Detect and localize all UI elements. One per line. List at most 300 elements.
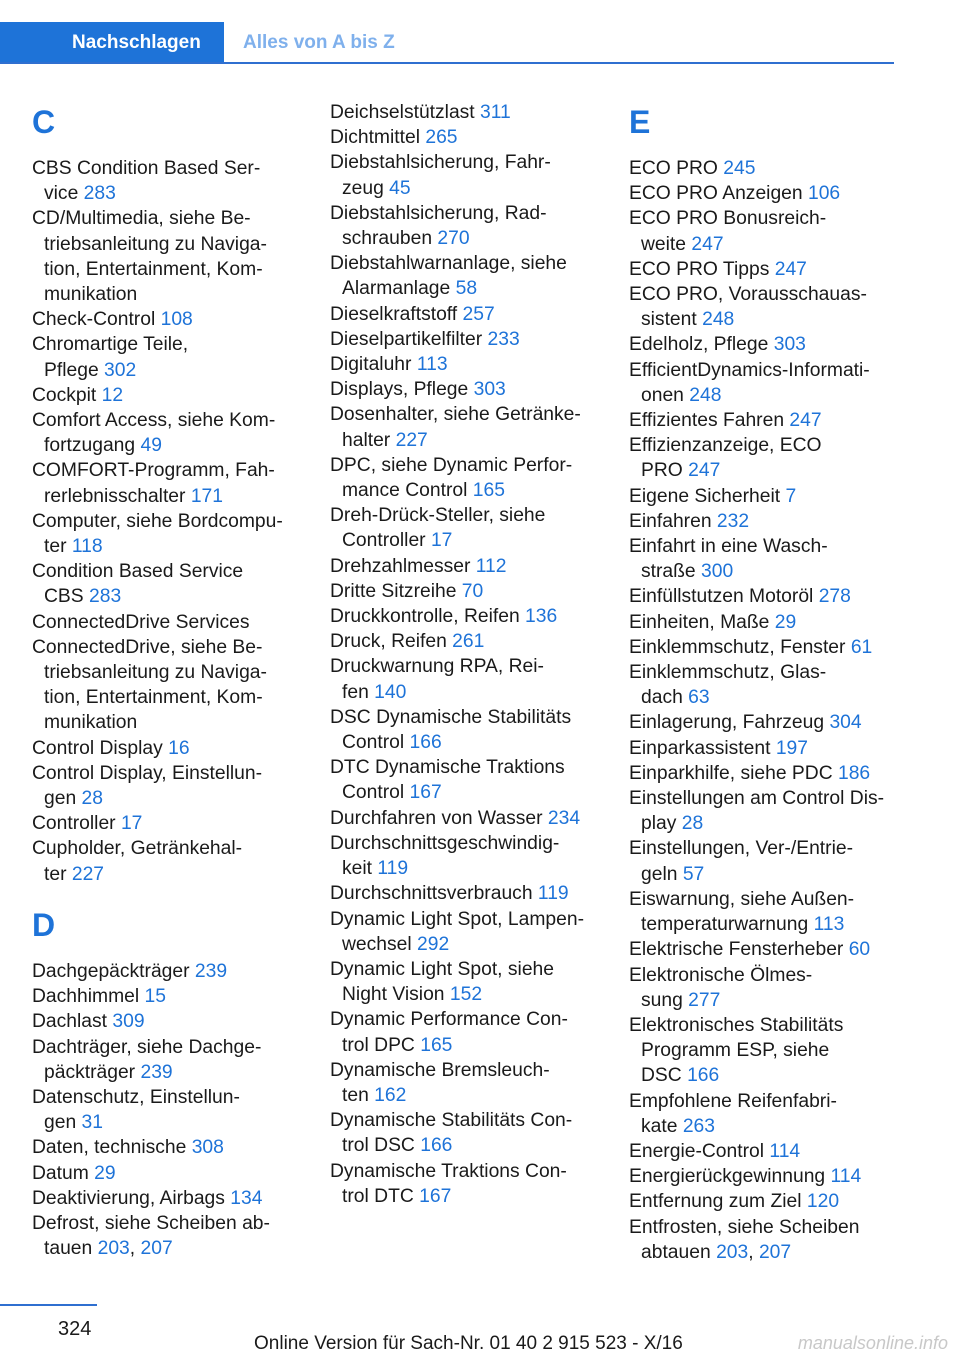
index-entry [330,1108,602,1158]
index-entry [330,251,602,301]
index-entry-text: päckträger [44,1061,141,1083]
page-reference-link[interactable]: 15 [144,986,166,1008]
index-entry [330,629,602,654]
page-reference-link[interactable]: 118 [71,536,103,558]
index-entry-text: play [641,813,682,835]
index-entry [330,125,602,150]
page-reference-link[interactable]: 114 [769,1140,801,1162]
index-entry-text: Druckkontrolle, Reifen [330,606,526,628]
index-entry-text: Einfahren [629,510,717,532]
index-entry [32,836,304,886]
page-reference-link[interactable]: 207 [758,1241,792,1263]
page-reference-link[interactable]: 61 [850,636,873,658]
index-entry [32,984,304,1009]
index-entry [32,206,304,307]
index-entry-text: Control [342,732,410,754]
index-entry [629,887,901,937]
page-reference-link[interactable]: 203 [97,1238,130,1260]
index-entry-text: munikation [44,284,138,306]
index-entry [32,1211,304,1261]
page-reference-link[interactable]: 29 [774,611,797,633]
page-reference-link[interactable]: 162 [374,1084,407,1106]
page-reference-link[interactable]: 57 [682,863,705,885]
page-reference-link[interactable]: 167 [409,782,442,804]
index-entry [330,957,602,1007]
index-entry-text: Dachträger, siehe Dachge- [32,1036,262,1058]
index-entry-text: Dosenhalter, siehe Getränke- [330,404,581,426]
index-entry [629,786,901,836]
footer-rule [0,1304,97,1306]
index-entry-text: Durchfahren von Wasser [330,807,548,829]
page-reference-link[interactable]: 45 [389,177,411,199]
index-entry [629,1013,901,1089]
index-entry [330,705,602,755]
index-entry-text: fortzugang [44,435,141,457]
page-reference-link[interactable]: 119 [377,858,409,880]
index-entry [629,610,901,635]
index-entry [629,736,901,761]
index-entry-text: Night Vision [342,984,450,1006]
index-entry [629,1089,901,1139]
index-entry-text: Elektrische Fensterheber [629,939,849,961]
index-entry [32,408,304,458]
index-entry-text: wechsel [342,933,418,955]
index-entry [32,332,304,382]
index-entry [32,1035,304,1085]
index-entry [330,503,602,553]
index-entry [32,761,304,811]
index-entry [32,509,304,559]
index-entry [629,484,901,509]
index-entry-text: gen [44,788,82,810]
page-reference-link[interactable]: 234 [547,807,581,829]
index-entry-text: DPC, siehe Dynamic Perfor- [330,454,573,476]
index-entry [32,1186,304,1211]
index-entry-text: vice [44,183,84,205]
index-entry-text: tion, Entertainment, Kom- [44,687,263,709]
index-entry-text: CBS [44,586,90,608]
index-entry-text: Elektronische Ölmes- [629,964,813,986]
index-entry [330,1007,602,1057]
index-entry [330,302,602,327]
index-letter-heading: C [32,104,56,140]
index-entry-text: Deaktivierung, Airbags [32,1187,231,1209]
page-reference-link[interactable]: 283 [89,586,122,608]
index-entry-text: Druck, Reifen [330,631,453,653]
index-entry-text: Dynamic Light Spot, siehe [330,958,554,980]
page-reference-link[interactable]: 302 [104,359,137,381]
index-entry-text: trol DPC [342,1034,421,1056]
index-entry-text: munikation [44,712,138,734]
page-reference-link[interactable]: 108 [160,309,193,331]
index-entry-text: Einstellungen am Control Dis- [629,788,885,810]
index-entry [629,937,901,962]
page-reference-link[interactable]: 63 [688,687,710,709]
index-entry-text: Digitaluhr [330,354,417,376]
page-reference-link[interactable]: 70 [461,580,484,602]
index-entry-text: temperaturwarnung [641,914,814,936]
index-entry [32,736,304,761]
index-entry-text: Chromartige Teile, [32,334,189,356]
index-column-2 [330,100,602,1209]
page-reference-link[interactable]: 304 [829,712,862,734]
page-reference-link[interactable]: 247 [789,410,822,432]
index-entry-text: Einheiten, Maße [629,611,775,633]
page-reference-link[interactable]: 106 [807,183,841,205]
page-reference-link[interactable]: 28 [681,813,704,835]
index-entry-text: Energierückgewinnung [629,1166,831,1188]
page-reference-link[interactable]: 29 [94,1162,116,1184]
page-reference-link[interactable]: 12 [101,384,124,406]
index-entry [629,282,901,332]
index-entry [330,881,602,906]
index-entry-text: rerlebnisschalter [44,485,191,507]
index-entry-text: Durchschnittsverbrauch [330,883,538,905]
page-reference-link[interactable]: 265 [425,127,458,149]
index-entry-text: Dynamische Traktions Con- [330,1160,567,1182]
page-reference-link[interactable]: 28 [81,788,103,810]
page-reference-link[interactable]: 60 [848,939,871,961]
tab-nachschlagen[interactable]: Nachschlagen [0,22,224,62]
index-entry-text: gen [44,1112,82,1134]
page-reference-link[interactable]: 308 [191,1137,224,1159]
page-reference-link[interactable]: 49 [140,435,162,457]
page-reference-link[interactable]: 227 [71,863,105,885]
page-reference-link[interactable]: 247 [774,258,807,280]
page-reference-link[interactable]: 283 [83,183,116,205]
page-reference-link[interactable]: 134 [230,1187,263,1209]
index-entry-text: abtauen [641,1241,717,1263]
index-entry [629,1189,901,1214]
index-entry-text: Diebstahlsicherung, Rad- [330,202,547,224]
page-reference-link[interactable]: 17 [120,813,143,835]
index-entry-text: tion, Entertainment, Kom- [44,258,263,280]
index-entry-text: Pflege [44,359,105,381]
index-entry-text: weite [641,233,692,255]
index-entry-text: Einklemmschutz, Glas- [629,662,827,684]
index-entry [330,554,602,579]
page-reference-link[interactable]: 165 [472,480,505,502]
page-reference-link[interactable]: 248 [689,384,722,406]
page-reference-link[interactable]: 31 [81,1112,103,1134]
index-entry-text: ter [44,863,72,885]
page-separator: , [748,1241,759,1263]
index-entry [629,660,901,710]
index-entry-text: Dynamic Light Spot, Lampen- [330,908,584,930]
index-entry-text: Dachhimmel [32,986,145,1008]
index-entry-text: DSC [641,1065,688,1087]
index-entry [32,307,304,332]
index-entry-text: Dieselkraftstoff [330,303,463,325]
index-entry-text: Drehzahlmesser [330,555,476,577]
index-entry [629,332,901,357]
index-entry [330,1159,602,1209]
page-reference-link[interactable]: 120 [806,1191,840,1213]
index-entry-text: Deichselstützlast [330,102,481,123]
page-reference-link[interactable]: 270 [437,228,470,250]
page-reference-link[interactable]: 16 [168,737,190,759]
index-entry-text: Check-Control [32,309,161,331]
index-entry [629,1215,901,1265]
page-reference-link[interactable]: 7 [785,485,797,507]
index-entry-text: Dachlast [32,1011,113,1033]
index-entry [629,710,901,735]
index-entry-text: Dynamische Stabilitäts Con- [330,1110,573,1132]
index-entry [330,377,602,402]
index-entry [629,836,901,886]
page-reference-link[interactable]: 140 [374,681,407,703]
page-reference-link[interactable]: 17 [430,530,453,552]
index-column-3 [629,100,901,1265]
index-entry [629,181,901,206]
index-entry-text: straße [641,561,701,583]
index-entry-text: onen [641,384,690,406]
index-entry-text: DTC Dynamische Traktions [330,757,565,779]
index-entry-text: Control Display [32,737,169,759]
index-entry-text: Energie-Control [629,1140,770,1162]
index-entry-text: Elektronisches Stabilitäts [629,1014,844,1036]
online-version-note: Online Version für Sach-Nr. 01 40 2 915 523 - X/16 [254,1333,683,1354]
index-entry-text: EfficientDynamics-Informati- [629,359,870,381]
index-entry-text: Effizienzanzeige, ECO [629,435,822,457]
index-entry [629,1164,901,1189]
page-reference-link[interactable]: 112 [475,555,507,577]
index-entry-text: geln [641,863,683,885]
page-reference-link[interactable]: 136 [525,606,558,628]
index-entry [330,100,602,125]
index-entry [330,402,602,452]
index-entry [629,534,901,584]
index-entry-text: ECO PRO [629,158,724,179]
index-entry [629,1139,901,1164]
page-reference-link[interactable]: 233 [487,328,520,350]
index-entry [629,433,901,483]
index-entry-text: Entfernung zum Ziel [629,1191,807,1213]
page-reference-link[interactable]: 247 [691,233,724,255]
index-entry-text: Dynamische Bremsleuch- [330,1059,550,1081]
index-entry [330,755,602,805]
page-reference-link[interactable]: 245 [723,158,756,179]
index-entry-text: sistent [641,309,703,331]
page-reference-link[interactable]: 239 [194,960,228,982]
page-reference-link[interactable]: 58 [455,278,478,300]
index-entry [629,761,901,786]
index-entry-text: ConnectedDrive Services [32,611,250,633]
index-entry [32,1135,304,1160]
index-entry [629,635,901,660]
index-entry-text: Dieselpartikelfilter [330,328,488,350]
page-reference-link[interactable]: 207 [140,1238,173,1260]
index-entry-text: Dreh-Drück-Steller, siehe [330,505,546,527]
index-entry [32,959,304,984]
index-entry-text: Diebstahlwarnanlage, siehe [330,253,567,275]
index-entry-text: ten [342,1084,375,1106]
page-reference-link[interactable]: 261 [452,631,485,653]
index-entry-text: schrauben [342,228,438,250]
page-reference-link[interactable]: 277 [688,989,721,1011]
page-reference-link[interactable]: 232 [716,510,750,532]
index-entry-text: Control Display, Einstellun- [32,762,263,784]
index-entry-text: DSC Dynamische Stabilitäts [330,706,572,728]
index-entry-text: Condition Based Service [32,561,244,583]
page-reference-link[interactable]: 278 [818,586,851,608]
index-entry-text: ter [44,536,72,558]
index-entry-text: Dachgepäckträger [32,960,195,982]
index-entry-text: Eigene Sicherheit [629,485,786,507]
index-entry [330,1058,602,1108]
index-letter-heading: D [32,906,56,943]
index-entry-text: Durchschnittsgeschwindig- [330,832,560,854]
index-entry-text: dach [641,687,689,709]
index-entry-text: Einklemmschutz, Fenster [629,636,851,658]
index-entry-text: Einlagerung, Fahrzeug [629,712,830,734]
index-entry [32,610,304,635]
index-entry [629,206,901,256]
index-entry-text: Empfohlene Reifenfabri- [629,1090,837,1112]
index-entry-text: triebsanleitung zu Naviga- [44,233,267,255]
index-entry-text: ECO PRO Bonusreich- [629,208,827,230]
index-entry-text: Programm ESP, siehe [641,1040,830,1062]
index-entry-text: fen [342,681,375,703]
page-reference-link[interactable]: 292 [417,933,450,955]
index-entry-text: keit [342,858,378,880]
index-entry-text: trol DSC [342,1135,421,1157]
index-entry [330,806,602,831]
index-column-1 [32,100,304,1261]
index-entry-text: halter [342,429,396,451]
index-entry-text: Entfrosten, siehe Scheiben [629,1216,860,1238]
index-entry-text: Computer, siehe Bordcompu- [32,510,283,532]
page-separator: , [129,1238,141,1260]
index-entry [330,327,602,352]
tab-alles-von-a-bis-z[interactable]: Alles von A bis Z [243,32,395,53]
page-reference-link[interactable]: 239 [140,1061,173,1083]
index-entry-text: CD/Multimedia, siehe Be- [32,208,251,230]
index-letter-heading: E [629,104,651,140]
page-reference-link[interactable]: 186 [837,762,871,784]
index-entry-text: CBS Condition Based Ser- [32,158,261,179]
page-reference-link[interactable]: 303 [473,379,506,401]
index-entry-text: Dritte Sitzreihe [330,580,462,602]
page-reference-link[interactable]: 300 [701,561,734,583]
index-entry-text: ConnectedDrive, siehe Be- [32,636,263,658]
index-entry-text: Eiswarnung, siehe Außen- [629,888,855,910]
index-entry-text: Einfüllstutzen Motoröl [629,586,819,608]
page-reference-link[interactable]: 263 [682,1115,715,1137]
index-entry-text: Einparkhilfe, siehe PDC [629,762,838,784]
index-entry-text: Dynamic Performance Con- [330,1009,568,1031]
index-entry [32,635,304,736]
index-entry [32,458,304,508]
index-entry [32,559,304,609]
index-entry [330,604,602,629]
index-entry-text: Control [342,782,410,804]
index-entry-text: mance Control [342,480,473,502]
index-entry-text: Diebstahlsicherung, Fahr- [330,152,551,174]
page-reference-link[interactable]: 113 [813,914,845,936]
index-entry [629,156,901,181]
index-entry [629,358,901,408]
index-entry-text: Comfort Access, siehe Kom- [32,410,276,432]
index-entry [330,150,602,200]
index-entry [330,831,602,881]
index-entry [330,352,602,377]
index-entry-text: COMFORT-Programm, Fah- [32,460,275,482]
page-reference-link[interactable]: 248 [702,309,735,331]
index-entry [330,453,602,503]
index-entry [629,509,901,534]
page-reference-link[interactable]: 165 [420,1034,453,1056]
page-reference-link[interactable]: 166 [420,1135,453,1157]
page-reference-link[interactable]: 114 [830,1166,862,1188]
index-entry-text: ECO PRO Anzeigen [629,183,808,205]
index-entry-text: Cupholder, Getränkehal- [32,838,243,860]
index-entry [629,963,901,1013]
index-entry [330,654,602,704]
index-entry [32,1009,304,1034]
page-reference-link[interactable]: 166 [409,732,442,754]
index-entry-text: triebsanleitung zu Naviga- [44,662,267,684]
index-entry [629,408,901,433]
index-entry-text: Dichtmittel [330,127,426,149]
page-reference-link[interactable]: 167 [419,1185,452,1207]
index-entry-text: Einstellungen, Ver-/Entrie- [629,838,853,860]
page-number: 324 [58,1318,92,1340]
index-entry-text: kate [641,1115,683,1137]
index-entry-text: Effizientes Fahren [629,410,790,432]
index-entry [330,201,602,251]
page-reference-link[interactable]: 152 [449,984,483,1006]
index-entry [330,579,602,604]
index-entry [629,257,901,282]
page-reference-link[interactable]: 303 [773,334,806,356]
index-entry [32,383,304,408]
index-entry-text: Cockpit [32,384,102,406]
page-reference-link[interactable]: 311 [480,102,511,123]
index-entry-text: Daten, technische [32,1137,192,1159]
index-entry [629,584,901,609]
index-entry-text: trol DTC [342,1185,420,1207]
index-entry-text: Controller [342,530,431,552]
index-entry [32,1161,304,1186]
page-reference-link[interactable]: 227 [395,429,428,451]
index-entry-text: sung [641,989,689,1011]
index-entry-text: ECO PRO, Vorausschauas- [629,284,867,306]
page-reference-link[interactable]: 247 [688,460,721,482]
header-tab-bar [0,22,894,64]
page-reference-link[interactable]: 257 [462,303,495,325]
page-reference-link[interactable]: 171 [190,485,223,507]
index-entry-text: Druckwarnung RPA, Rei- [330,656,544,678]
index-entry-text: Controller [32,813,121,835]
index-entry-text: Alarmanlage [342,278,456,300]
page-reference-link[interactable]: 119 [537,883,569,905]
index-entry-text: Datum [32,1162,95,1184]
index-entry-text: Einfahrt in eine Wasch- [629,536,828,558]
index-entry-text: ECO PRO Tipps [629,258,775,280]
index-entry [330,907,602,957]
page-reference-link[interactable]: 197 [775,737,808,759]
index-entry [32,811,304,836]
index-entry [32,1085,304,1135]
page-reference-link[interactable]: 113 [416,354,448,376]
index-entry-text: Edelholz, Pflege [629,334,774,356]
index-entry-text: zeug [342,177,390,199]
index-entry-text: Displays, Pflege [330,379,474,401]
page-reference-link[interactable]: 203 [716,1241,749,1263]
page-reference-link[interactable]: 309 [112,1011,145,1033]
page-reference-link[interactable]: 166 [687,1065,720,1087]
